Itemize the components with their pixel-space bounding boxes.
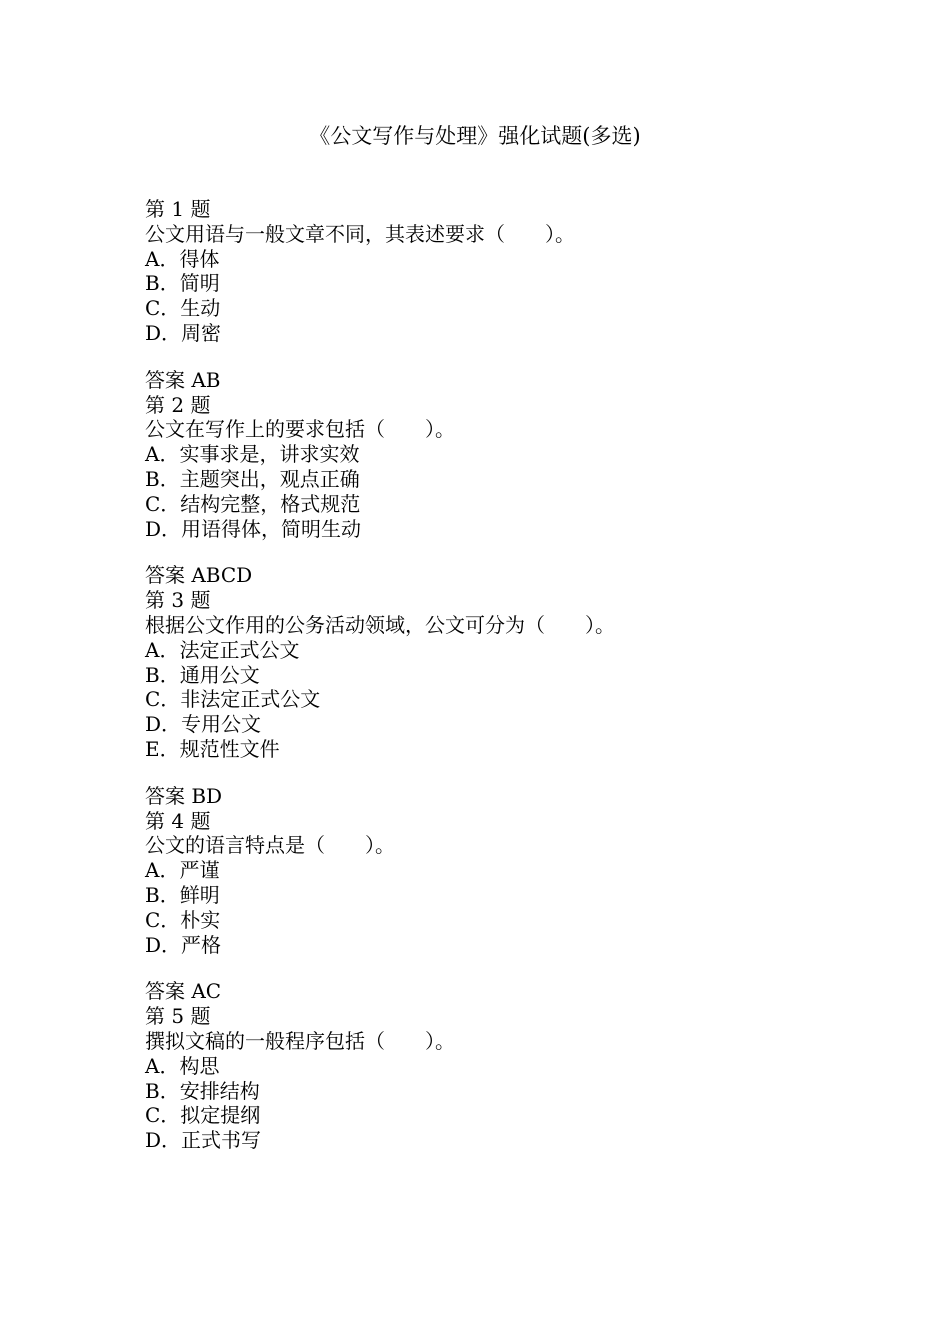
option-b: B．安排结构 (145, 1078, 260, 1103)
question-stem: 根据公文作用的公务活动领域，公文可分为（ ）。 (145, 612, 615, 637)
option-a: A．得体 (145, 246, 220, 271)
option-c: C．朴实 (145, 907, 221, 932)
question-stem: 公文用语与一般文章不同，其表述要求（ ）。 (145, 221, 575, 246)
question-2 (145, 393, 865, 589)
answer-line: 答案 ABCD (145, 563, 253, 588)
question-number: 第 2 题 (145, 392, 211, 417)
option-c: C．拟定提纲 (145, 1103, 261, 1128)
document-title: 《公文写作与处理》强化试题(多选) (309, 124, 641, 148)
answer-line: 答案 BD (145, 783, 223, 808)
option-e: E．规范性文件 (145, 736, 280, 761)
option-d: D．专用公文 (145, 712, 262, 737)
option-c: C．非法定正式公文 (145, 687, 321, 712)
option-a: A．法定正式公文 (145, 637, 300, 662)
option-b: B．鲜明 (145, 882, 220, 907)
option-d: D．严格 (145, 932, 222, 957)
question-number: 第 4 题 (145, 808, 211, 833)
option-b: B．主题突出，观点正确 (145, 466, 360, 491)
option-c: C．结构完整，格式规范 (145, 491, 361, 516)
question-stem: 撰拟文稿的一般程序包括（ ）。 (145, 1028, 455, 1053)
question-stem: 公文的语言特点是（ ）。 (145, 833, 395, 858)
question-list (145, 197, 865, 1153)
option-d: D．周密 (145, 320, 222, 345)
option-d: D．用语得体，简明生动 (145, 516, 362, 541)
question-number: 第 1 题 (145, 197, 211, 221)
question-3 (145, 588, 865, 808)
option-a: A．严谨 (145, 858, 220, 883)
question-number: 第 3 题 (145, 588, 211, 613)
answer-line: 答案 AB (145, 367, 221, 392)
option-a: A．实事求是，讲求实效 (145, 442, 360, 467)
answer-line: 答案 AC (145, 979, 222, 1004)
question-stem: 公文在写作上的要求包括（ ）。 (145, 417, 455, 442)
option-b: B．简明 (145, 271, 220, 296)
option-b: B．通用公文 (145, 662, 260, 687)
question-4 (145, 809, 865, 1005)
option-a: A．构思 (145, 1053, 220, 1078)
question-5 (145, 1004, 865, 1153)
option-d: D．正式书写 (145, 1128, 262, 1153)
question-1 (145, 197, 865, 393)
question-number: 第 5 题 (145, 1004, 211, 1029)
option-c: C．生动 (145, 296, 221, 321)
